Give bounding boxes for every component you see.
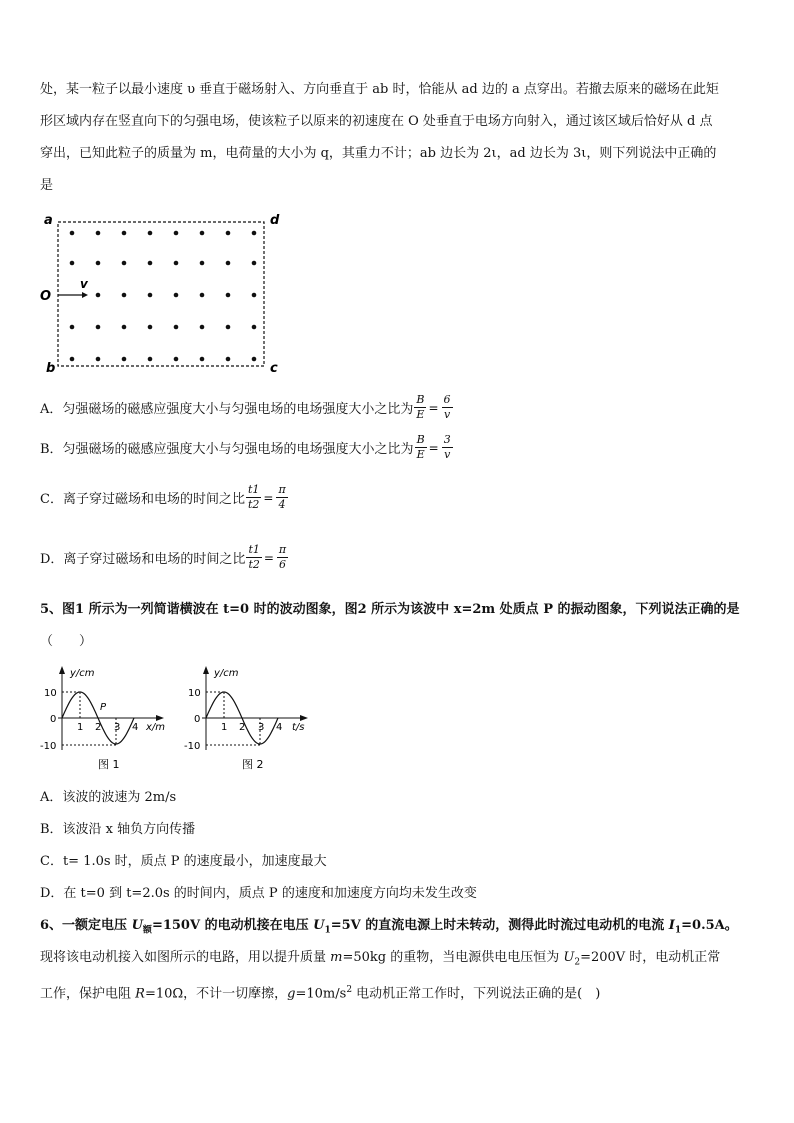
q6-stem-line-1	[40, 916, 738, 936]
frac-num: π	[278, 483, 286, 496]
field-dot	[226, 293, 231, 298]
fig1-ytick-neg10: -10	[40, 741, 57, 752]
fig1-point-label: P	[100, 702, 107, 713]
velocity-arrowhead	[82, 292, 88, 298]
corner-label-c: c	[270, 361, 278, 376]
field-dot	[70, 261, 75, 266]
field-dot	[96, 325, 101, 330]
q4-option-a-text: A．匀强磁场的磁感应强度大小与匀强电场的电场强度大小之比为	[40, 402, 414, 417]
equals-sign: =	[428, 400, 439, 415]
frac-num: B	[416, 393, 425, 406]
field-dot	[96, 261, 101, 266]
fig2-ylabel: y/cm	[214, 668, 239, 679]
field-dot	[70, 325, 75, 330]
q6-subscript: 额	[142, 925, 152, 936]
q6-subscript: 2	[574, 957, 581, 968]
fig1-ytick-10: 10	[44, 688, 57, 699]
field-dot	[96, 231, 101, 236]
fig1-caption: 图 1	[98, 758, 120, 771]
q6-subscript: 1	[674, 925, 682, 936]
q4-option-b[interactable]	[40, 434, 453, 461]
field-dot	[200, 325, 205, 330]
x-axis-arrow	[300, 715, 308, 721]
origin-label-O: O	[40, 289, 52, 304]
fig1-xtick-1: 1	[77, 722, 84, 733]
q4-option-c-text: C．离子穿过磁场和电场的时间之比	[40, 492, 245, 507]
y-axis-arrow	[59, 666, 65, 674]
frac-den: t2	[248, 558, 260, 571]
field-dot	[70, 357, 75, 362]
q6-text: 电动机正常工作时，下列说法正确的是( )	[352, 986, 601, 1002]
q4-option-b-text: B．匀强磁场的磁感应强度大小与匀强电场的电场强度大小之比为	[40, 442, 414, 457]
field-dot	[252, 231, 257, 236]
field-dot	[174, 293, 179, 298]
q4-stem-line-4: 是	[40, 178, 54, 193]
ratio-t1-over-t2	[246, 484, 261, 511]
q6-text: =150V 的电动机接在电压	[151, 918, 314, 933]
q6-text: =10Ω，不计一切摩擦，	[144, 986, 288, 1002]
q4-option-c[interactable]	[40, 484, 288, 511]
field-dot	[226, 261, 231, 266]
q6-text: =5V 的直流电源上时未转动，测得此时流过电动机的电流	[330, 918, 669, 933]
field-dot	[226, 357, 231, 362]
fig2-ytick-0: 0	[194, 714, 201, 725]
q6-superscript: 2	[346, 985, 353, 995]
q6-symbol: m	[330, 950, 343, 965]
q6-symbol: U	[313, 918, 325, 933]
fig2-xtick-2: 2	[239, 722, 246, 733]
fig1-xtick-3: 3	[114, 722, 121, 733]
corner-label-d: d	[270, 213, 280, 228]
frac-den: 4	[278, 498, 286, 511]
fig2-ytick-10: 10	[188, 688, 201, 699]
q6-stem-line-2	[40, 948, 720, 968]
field-dot	[96, 357, 101, 362]
frac-num: 6	[443, 393, 451, 406]
field-dot	[200, 293, 205, 298]
q6-text: =10m/s	[295, 986, 347, 1002]
q6-subscript: 1	[324, 925, 331, 936]
field-dot	[148, 231, 153, 236]
q6-symbol: R	[135, 986, 145, 1002]
fig2-xtick-1: 1	[221, 722, 228, 733]
x-axis-arrow	[156, 715, 164, 721]
field-dot	[122, 325, 127, 330]
field-dot	[70, 231, 75, 236]
frac-den: v	[443, 408, 451, 421]
q6-text: 工作，保护电阻	[40, 986, 136, 1002]
fig2-xlabel: t/s	[292, 722, 305, 733]
q6-symbol: U	[131, 918, 143, 933]
field-dot	[148, 325, 153, 330]
field-dot	[226, 231, 231, 236]
ratio-b-over-e	[414, 394, 426, 421]
q5-figure-2-vibration	[182, 662, 322, 774]
ratio-value	[442, 394, 453, 421]
q4-field-figure	[38, 208, 288, 378]
frac-num: 3	[443, 433, 451, 446]
corner-label-b: b	[46, 361, 56, 376]
q5-figure-1-wave	[36, 662, 176, 774]
field-dots	[70, 231, 257, 362]
q4-option-d[interactable]	[40, 544, 288, 571]
q4-stem-line-1: 处，某一粒子以最小速度 υ 垂直于磁场射入、方向垂直于 ab 时，恰能从 ad 边的 a 点穿出。若撤去原来的磁场在此矩	[40, 82, 719, 97]
y-axis-arrow	[203, 666, 209, 674]
ratio-value	[277, 544, 288, 571]
q4-stem-line-2: 形区域内存在竖直向下的匀强电场，使该粒子以原来的初速度在 O 处垂直于电场方向射入，通过该区域后恰好从 d 点	[40, 114, 713, 129]
field-dot	[148, 261, 153, 266]
q6-symbol: I	[668, 918, 675, 933]
fig2-caption: 图 2	[242, 758, 264, 771]
equals-sign: =	[428, 440, 439, 455]
frac-den: E	[416, 448, 425, 461]
fig1-xtick-4: 4	[132, 722, 139, 733]
q4-option-a[interactable]	[40, 394, 453, 421]
frac-den: v	[444, 448, 451, 461]
frac-num: B	[416, 433, 425, 446]
q6-stem-line-3	[40, 980, 600, 1000]
frac-num: t1	[248, 543, 260, 556]
ratio-value	[442, 434, 453, 461]
q5-option-c[interactable]: C．t= 1.0s 时，质点 P 的速度最小，加速度最大	[40, 854, 327, 869]
ratio-value	[276, 484, 287, 511]
field-dot	[252, 357, 257, 362]
ratio-b-over-e	[415, 434, 427, 461]
field-dot	[174, 261, 179, 266]
field-dot	[252, 293, 257, 298]
field-dot	[226, 325, 231, 330]
fig1-ytick-0: 0	[50, 714, 57, 725]
q6-text: 现将该电动机接入如图所示的电路，用以提升质量	[40, 950, 331, 965]
q6-symbol: U	[563, 950, 575, 965]
q5-option-d[interactable]: D．在 t=0 到 t=2.0s 的时间内，质点 P 的速度和加速度方向均未发生改变	[40, 886, 477, 901]
field-dot	[174, 325, 179, 330]
field-dot	[148, 357, 153, 362]
field-dot	[252, 325, 257, 330]
ratio-t1-over-t2	[246, 544, 261, 571]
fig2-ytick-neg10: -10	[184, 741, 201, 752]
frac-num: t1	[247, 483, 260, 496]
q6-symbol: g	[287, 986, 296, 1002]
q5-stem-line-1: 5、图1 所示为一列简谐横波在 t=0 时的波动图象，图2 所示为该波中 x=2m 处质点 P 的振动图象，下列说法正确的是	[40, 602, 740, 617]
fig1-ylabel: y/cm	[70, 668, 95, 679]
q4-option-d-text: D．离子穿过磁场和电场的时间之比	[40, 552, 246, 567]
field-dot	[252, 261, 257, 266]
q6-text: =200V 时，电动机正常	[580, 950, 721, 965]
field-dot	[96, 293, 101, 298]
field-dot	[174, 231, 179, 236]
field-dot	[200, 357, 205, 362]
field-dot	[122, 231, 127, 236]
q6-text: 6、一额定电压	[40, 918, 132, 933]
field-dot	[122, 261, 127, 266]
field-dot	[148, 293, 153, 298]
frac-num: π	[278, 543, 287, 556]
fig1-xlabel: x/m	[146, 722, 166, 733]
q5-stem-line-2: （ ）	[40, 634, 93, 649]
q4-stem-line-3: 穿出，已知此粒子的质量为 m，电荷量的大小为 q，其重力不计；ab 边长为 2ι，ad 边长为 3ι，则下列说法中正确的	[40, 146, 717, 161]
q6-text: =50kg 的重物，当电源供电电压恒为	[342, 950, 564, 965]
field-dot	[122, 293, 127, 298]
equals-sign: =	[263, 490, 274, 505]
field-dot	[200, 231, 205, 236]
corner-label-a: a	[44, 213, 53, 228]
equals-sign: =	[263, 550, 274, 565]
field-dot	[122, 357, 127, 362]
q5-option-b[interactable]: B．该波沿 x 轴负方向传播	[40, 822, 196, 837]
fig2-xtick-4: 4	[276, 722, 283, 733]
velocity-label-v: v	[80, 277, 88, 291]
frac-den: 6	[279, 558, 287, 571]
field-region-border	[58, 222, 264, 366]
q6-text: =0.5A。	[681, 918, 738, 933]
fig1-xtick-2: 2	[95, 722, 102, 733]
frac-den: t2	[247, 498, 260, 511]
fig2-xtick-3: 3	[258, 722, 265, 733]
field-dot	[174, 357, 179, 362]
frac-den: E	[416, 408, 425, 421]
q5-option-a[interactable]: A．该波的波速为 2m/s	[40, 790, 177, 805]
field-dot	[200, 261, 205, 266]
